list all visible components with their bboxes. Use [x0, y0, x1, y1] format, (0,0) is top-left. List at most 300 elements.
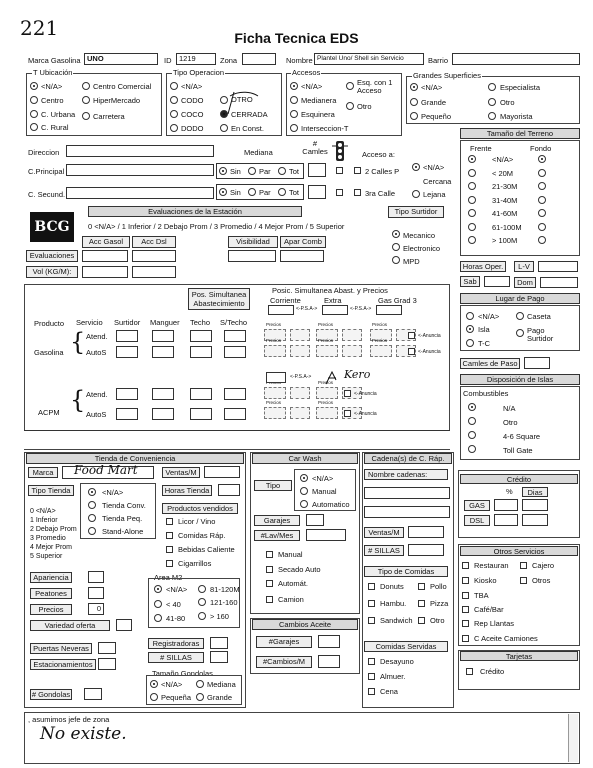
anuncia-label: <-Anuncia	[418, 349, 441, 355]
zona-field[interactable]	[242, 53, 276, 65]
accesos-radio-interseccion[interactable]	[290, 124, 298, 132]
frente-radio[interactable]	[468, 236, 476, 244]
superficies-radio-pequeno[interactable]	[410, 112, 418, 120]
price-field[interactable]	[316, 387, 338, 399]
fondo-radio[interactable]	[538, 155, 546, 163]
product-cell-field[interactable]	[116, 330, 138, 342]
tienda-marca-handwriting: Food Mart	[74, 463, 138, 477]
product-cell-field[interactable]	[116, 408, 138, 420]
prod-vendido-check[interactable]	[166, 532, 173, 539]
surtidor-mecanico-radio[interactable]	[392, 230, 400, 238]
area-81-radio[interactable]	[198, 585, 206, 593]
precios-caption: Precios	[266, 338, 282, 343]
price-field[interactable]	[264, 387, 286, 399]
corriente-label: Corriente	[270, 296, 301, 305]
frente-radio[interactable]	[468, 196, 476, 204]
cadena-sillas-button[interactable]: # SILLAS	[364, 545, 404, 556]
acc-gasol-field[interactable]	[82, 250, 128, 262]
comidas-servidas-button[interactable]: Comidas Servidas	[364, 641, 448, 652]
operacion-opt-label: DODO	[181, 124, 204, 133]
credito-header: Crédito	[460, 474, 578, 484]
superficies-opt-label: Especialista	[500, 83, 541, 92]
registradoras-button[interactable]: Registradoras	[148, 638, 204, 649]
product-cell-field[interactable]	[190, 346, 212, 358]
price-field[interactable]	[342, 345, 362, 357]
islas-square-radio[interactable]	[468, 431, 476, 439]
marca-field[interactable]: UNO	[84, 53, 158, 65]
fondo-radio[interactable]	[538, 182, 546, 190]
precios-caption: Precios	[372, 338, 388, 343]
ubicacion-radio-centro[interactable]	[30, 96, 38, 104]
anuncia-check[interactable]	[408, 332, 415, 339]
product-cell-field[interactable]	[224, 346, 246, 358]
carwash-camion-check[interactable]	[266, 596, 273, 603]
operacion-radio-coco[interactable]	[170, 110, 178, 118]
variedad-field[interactable]	[116, 619, 132, 631]
cafe-check[interactable]	[462, 606, 469, 613]
ubicacion-radio-carretera[interactable]	[82, 112, 90, 120]
ubicacion-radio-rural[interactable]	[30, 123, 38, 131]
principal-tot-radio[interactable]	[278, 167, 286, 175]
islas-otro-radio[interactable]	[468, 417, 476, 425]
gondolas-pequena-radio[interactable]	[150, 693, 158, 701]
carwash-automat-check[interactable]	[266, 580, 273, 587]
frente-radio[interactable]	[468, 169, 476, 177]
horas-tienda-field[interactable]	[218, 484, 240, 496]
product-cell-field[interactable]	[224, 388, 246, 400]
sab-button[interactable]: Sab	[460, 276, 480, 287]
camles-label: # Camles	[302, 139, 328, 156]
operacion-radio-na[interactable]	[170, 82, 178, 90]
carwash-garajes-field[interactable]	[306, 514, 324, 526]
principal-field[interactable]	[66, 164, 214, 176]
camles-paso-field[interactable]	[524, 357, 550, 369]
product-cell-field[interactable]	[152, 330, 174, 342]
terreno-opt-label: 61-100M	[492, 222, 522, 232]
psa-label: <-P.S.A->	[290, 374, 312, 380]
anuncia-check[interactable]	[344, 410, 351, 417]
prod-vendido-label: Bebidas Caliente	[178, 545, 235, 554]
cambios-m-button[interactable]: #Cambios/M	[256, 656, 312, 668]
variedad-button[interactable]: Variedad oferta	[30, 620, 110, 631]
pago-tc-radio[interactable]	[466, 339, 474, 347]
gondola-opt: Grande	[207, 693, 233, 702]
pos-simultanea-button[interactable]: Pos. Simultanea Abastecimiento	[188, 288, 250, 310]
principal-label: C.Principal	[28, 167, 65, 176]
operacion-opt-label: En Const.	[231, 124, 264, 133]
tipo-comidas-button[interactable]: Tipo de Comidas	[364, 566, 448, 577]
ubicacion-radio-cc[interactable]	[82, 82, 90, 90]
acc-dsl-field[interactable]	[132, 250, 176, 262]
tipo-tienda-conv-radio[interactable]	[88, 501, 96, 509]
calles2-label: 2 Calles P	[365, 167, 400, 176]
ubicacion-radio-hiper[interactable]	[82, 96, 90, 104]
islas-toll-radio[interactable]	[468, 445, 476, 453]
accesos-radio-medianera[interactable]	[290, 96, 298, 104]
principal-sin-radio[interactable]	[219, 167, 227, 175]
area-160-radio[interactable]	[198, 612, 206, 620]
product-cell-field[interactable]	[224, 330, 246, 342]
price-field[interactable]	[316, 407, 338, 419]
tipo-tienda-na-radio[interactable]	[88, 488, 96, 496]
calle3-check[interactable]	[354, 189, 361, 196]
acpm-psa-field[interactable]	[266, 372, 286, 383]
tipo-tienda-button[interactable]: Tipo Tienda	[28, 485, 74, 496]
product-cell-field[interactable]	[190, 408, 212, 420]
pago-opt-label: Isla	[478, 325, 490, 334]
lav-mes-field[interactable]	[306, 529, 346, 541]
product-cell-field[interactable]	[224, 408, 246, 420]
fondo-label: Fondo	[530, 144, 552, 153]
operacion-opt-label: CODO	[181, 96, 204, 105]
superficies-radio-grande[interactable]	[410, 98, 418, 106]
extra-field[interactable]	[322, 305, 348, 315]
escala-item: 4 Mejor Prom	[30, 544, 73, 551]
direccion-field[interactable]	[66, 145, 214, 157]
product-cell-field[interactable]	[116, 346, 138, 358]
apar-comb-field[interactable]	[280, 250, 324, 262]
carwash-manual-check[interactable]	[266, 551, 273, 558]
area-opt: > 160	[210, 612, 229, 621]
anuncia-check[interactable]	[408, 348, 415, 355]
price-field[interactable]	[264, 407, 286, 419]
ubicacion-opt-label: HiperMercado	[93, 96, 141, 105]
peatones-button[interactable]: Peatones	[30, 588, 72, 599]
fondo-radio[interactable]	[538, 223, 546, 231]
llantas-check[interactable]	[462, 620, 469, 627]
traffic-light-icon	[332, 140, 348, 164]
product-cell-field[interactable]	[190, 388, 212, 400]
cambios-garajes-field[interactable]	[318, 635, 340, 648]
pago-header: Lugar de Pago	[460, 293, 580, 304]
tienda-sillas-button[interactable]: # SILLAS	[148, 652, 204, 663]
visibilidad-button[interactable]: Visibilidad	[228, 236, 278, 248]
secundaria-sin-radio[interactable]	[219, 188, 227, 196]
price-field[interactable]	[290, 387, 310, 399]
superficies-radio-mayorista[interactable]	[488, 112, 496, 120]
tba-check[interactable]	[462, 592, 469, 599]
restauran-check[interactable]	[462, 562, 469, 569]
gondolas-grande-radio[interactable]	[196, 693, 204, 701]
carwash-tipo-button[interactable]: Tipo	[254, 480, 292, 491]
peatones-field[interactable]	[88, 587, 104, 599]
tipo-tienda-peq-radio[interactable]	[88, 514, 96, 522]
carwash-secado-check[interactable]	[266, 566, 273, 573]
lv-field[interactable]	[538, 261, 578, 272]
area-40-radio[interactable]	[154, 600, 162, 608]
credito-gas-pct-field[interactable]	[494, 499, 518, 511]
marca-label: Marca Gasolina	[28, 56, 81, 65]
puertas-field[interactable]	[98, 642, 116, 654]
cena-check[interactable]	[368, 688, 375, 695]
carwash-opt: Automatico	[312, 500, 350, 509]
cadena-sillas-field[interactable]	[408, 544, 444, 556]
pago-surtidor-radio[interactable]	[516, 329, 524, 337]
gondola-opt: Pequeña	[161, 693, 192, 702]
gondolas-field[interactable]	[84, 688, 102, 700]
otros-item: Otros	[532, 576, 551, 585]
credito-gas-button[interactable]: GAS	[464, 500, 490, 511]
cadena-name-field-2[interactable]	[364, 506, 450, 518]
apar-comb-button[interactable]: Apar Comb	[280, 236, 326, 248]
product-cell-field[interactable]	[116, 388, 138, 400]
secundaria-tot-radio[interactable]	[278, 188, 286, 196]
notes-label: , asumimos jefe de zona	[28, 715, 110, 724]
hambu-check[interactable]	[368, 600, 375, 607]
ubicacion-opt-label: Centro	[41, 96, 64, 105]
otros-item: Rep Llantas	[474, 619, 515, 628]
camles-paso-button[interactable]: Camles de Paso	[460, 358, 520, 369]
tienda-ventas-field[interactable]	[204, 466, 240, 478]
surtidor-opt-label: MPD	[403, 257, 420, 266]
tipo-surtidor-button[interactable]: Tipo Surtidor	[388, 206, 444, 218]
carwash-manual-radio[interactable]	[300, 487, 308, 495]
price-field[interactable]	[290, 329, 310, 341]
operacion-radio-codo[interactable]	[170, 96, 178, 104]
secundaria-semaforo-check[interactable]	[336, 189, 343, 196]
donuts-check[interactable]	[368, 583, 375, 590]
gondolas-na-radio[interactable]	[150, 680, 158, 688]
area-na-radio[interactable]	[154, 585, 162, 593]
gondolas-title: Tamaño Gondolas	[152, 669, 213, 678]
precios-caption: Precios	[318, 380, 334, 385]
price-field[interactable]	[370, 345, 392, 357]
price-field[interactable]	[342, 329, 362, 341]
principal-par-radio[interactable]	[248, 167, 256, 175]
superficies-radio-na[interactable]	[410, 83, 418, 91]
product-cell-field[interactable]	[190, 330, 212, 342]
desayuno-check[interactable]	[368, 658, 375, 665]
precios-caption: Precios	[266, 400, 282, 405]
cadena-name-field-1[interactable]	[364, 487, 450, 499]
estacionamientos-field[interactable]	[98, 658, 116, 670]
surtidor-mpd-radio[interactable]	[392, 256, 400, 264]
psa-label: <-P.S.A->	[350, 306, 372, 312]
fondo-radio[interactable]	[538, 209, 546, 217]
price-field[interactable]	[290, 345, 310, 357]
price-field[interactable]	[264, 345, 286, 357]
gondolas-mediana-radio[interactable]	[196, 680, 204, 688]
gas3-field[interactable]	[376, 305, 402, 315]
otros-item: Café/Bar	[474, 605, 504, 614]
dom-field[interactable]	[540, 277, 578, 288]
puertas-button[interactable]: Puertas Neveras	[30, 643, 92, 654]
visibilidad-field[interactable]	[228, 250, 276, 262]
id-label: ID	[164, 56, 172, 65]
kiosko-check[interactable]	[462, 577, 469, 584]
carwash-na-radio[interactable]	[300, 474, 308, 482]
secundaria-field[interactable]	[66, 187, 214, 199]
product-cell-field[interactable]	[152, 346, 174, 358]
pago-na-radio[interactable]	[466, 312, 474, 320]
frente-radio[interactable]	[468, 155, 476, 163]
area-41-radio[interactable]	[154, 614, 162, 622]
lejana-radio[interactable]	[412, 190, 420, 198]
area-opt: 121-160	[210, 598, 238, 607]
superficies-opt-label: Mayorista	[500, 112, 533, 121]
horas-tienda-button[interactable]: Horas Tienda	[162, 485, 212, 496]
superficies-radio-otro[interactable]	[488, 98, 496, 106]
productos-vendidos-button[interactable]: Productos vendidos	[162, 503, 238, 514]
barrio-field[interactable]	[452, 53, 580, 65]
accesos-radio-otro[interactable]	[346, 102, 354, 110]
lav-mes-button[interactable]: #Lav/Mes	[254, 530, 300, 541]
par-label: Par	[259, 188, 271, 197]
corriente-field[interactable]	[268, 305, 294, 315]
comida-opt: Pizza	[430, 599, 449, 608]
operacion-radio-const[interactable]	[220, 124, 228, 132]
terreno-opt-label: 41-60M	[492, 209, 518, 218]
sin-label: Sin	[230, 167, 241, 176]
pago-isla-radio[interactable]	[466, 325, 474, 333]
otro-comida-check[interactable]	[418, 617, 425, 624]
prod-vendido-check[interactable]	[166, 546, 173, 553]
tienda-ventas-button[interactable]: Ventas/M	[162, 467, 200, 478]
cajero-check[interactable]	[520, 562, 527, 569]
gondolas-button[interactable]: # Gondolas	[31, 690, 71, 699]
tipo-tienda-opt: <N/A>	[102, 488, 124, 497]
anuncia-label: <-Anuncia	[354, 391, 377, 397]
otros-header: Otros Servicios	[460, 546, 578, 556]
horas-oper-button[interactable]: Horas Oper.	[460, 261, 506, 272]
area-opt: 81-120M	[210, 585, 240, 594]
terreno-opt-label: <N/A>	[492, 155, 514, 164]
superficies-opt-label: Otro	[500, 98, 515, 107]
comida-opt: Sandwich	[380, 616, 413, 625]
accesos-radio-na[interactable]	[290, 82, 298, 90]
price-field[interactable]	[316, 345, 338, 357]
carwash-item: Automát.	[278, 579, 309, 588]
aceite-camiones-check[interactable]	[462, 635, 469, 642]
carwash-garajes-button[interactable]: Garajes	[254, 515, 300, 526]
vol-button[interactable]: Vol (KG/M):	[26, 266, 78, 278]
estacionamientos-button[interactable]: Estacionamientos	[30, 659, 96, 670]
registradoras-field[interactable]	[210, 637, 228, 649]
dias-col: Dias	[522, 487, 548, 497]
tienda-marca-button[interactable]: Marca	[28, 467, 58, 478]
terreno-opt-label: 21-30M	[492, 182, 518, 191]
techo-col: Techo	[190, 318, 211, 327]
carwash-item: Manual	[278, 550, 303, 559]
acc-dsl-button[interactable]: Acc Dsl	[132, 236, 176, 248]
frente-radio[interactable]	[468, 182, 476, 190]
islas-na-radio[interactable]	[468, 403, 476, 411]
fondo-radio[interactable]	[538, 169, 546, 177]
vol-gasol-field[interactable]	[82, 266, 128, 278]
lv-button[interactable]: L-V	[514, 261, 534, 272]
apariencia-button[interactable]: Apariencia	[30, 572, 72, 583]
producto-col: Producto	[34, 319, 65, 328]
operacion-radio-dodo[interactable]	[170, 124, 178, 132]
credito-dsl-dias-field[interactable]	[522, 514, 548, 526]
precios-field[interactable]: 0	[88, 603, 104, 615]
cambios-m-field[interactable]	[318, 655, 340, 668]
calles2-check[interactable]	[354, 167, 361, 174]
frente-radio[interactable]	[468, 223, 476, 231]
acceso-label: Acceso a:	[362, 150, 395, 159]
ubicacion-opt-label: C. Urbana	[41, 110, 76, 119]
cadena-ventas-field[interactable]	[408, 526, 444, 538]
acceso-na-radio[interactable]	[412, 163, 420, 171]
nombre-cadenas-button[interactable]: Nombre cadenas:	[364, 469, 448, 480]
area-121-radio[interactable]	[198, 598, 206, 606]
dom-button[interactable]: Dom	[514, 277, 536, 288]
comida-opt: Hambu.	[380, 599, 407, 608]
ubicacion-radio-urbana[interactable]	[30, 110, 38, 118]
fondo-radio[interactable]	[538, 236, 546, 244]
anuncia-check[interactable]	[344, 390, 351, 397]
ubicacion-radio-na[interactable]	[30, 82, 38, 90]
prod-vendido-check[interactable]	[166, 518, 173, 525]
evaluaciones-button[interactable]: Evaluaciones	[26, 250, 78, 262]
prod-vendido-check[interactable]	[166, 560, 173, 567]
servicio-atend-label: Atend.	[86, 332, 108, 341]
cadena-ventas-button[interactable]: Ventas/M	[364, 527, 404, 538]
superficies-radio-especialista[interactable]	[488, 83, 496, 91]
sab-field[interactable]	[484, 276, 510, 287]
acc-gasol-button[interactable]: Acc Gasol	[82, 236, 130, 248]
precios-caption: Precios	[318, 400, 334, 405]
nombre-field[interactable]: Plantel Uno/ Shell sin Servicio	[314, 53, 424, 65]
secundaria-camles-field[interactable]	[308, 185, 326, 199]
surtidor-electronico-radio[interactable]	[392, 243, 400, 251]
pollo-check[interactable]	[418, 583, 425, 590]
tipo-tienda-stand-radio[interactable]	[88, 527, 96, 535]
pago-caseta-radio[interactable]	[516, 312, 524, 320]
servicio-atend-label: Atend.	[86, 390, 108, 399]
extra-label: Extra	[324, 296, 342, 305]
carwash-auto-radio[interactable]	[300, 500, 308, 508]
notes-scrollbar[interactable]	[568, 714, 578, 762]
area-label: Area M2	[154, 573, 183, 582]
escala-item: 5 Superior	[30, 553, 63, 560]
principal-semaforo-check[interactable]	[336, 167, 343, 174]
cambios-garajes-button[interactable]: #Garajes	[256, 636, 312, 648]
almuer-check[interactable]	[368, 673, 375, 680]
apariencia-field[interactable]	[88, 571, 104, 583]
precios-caption: Precios	[372, 322, 388, 327]
comida-opt: Donuts	[380, 582, 404, 591]
tarjeta-credito-check[interactable]	[466, 668, 473, 675]
frente-radio[interactable]	[468, 209, 476, 217]
tipo-tienda-opt: Tienda Peq.	[102, 514, 143, 523]
id-field[interactable]: 1219	[176, 53, 216, 65]
otros-check[interactable]	[520, 577, 527, 584]
credito-gas-dias-field[interactable]	[522, 499, 548, 511]
tienda-sillas-field[interactable]	[210, 651, 228, 663]
principal-camles-field[interactable]	[308, 163, 326, 177]
accesos-radio-esq[interactable]	[346, 82, 354, 90]
secundaria-par-radio[interactable]	[248, 188, 256, 196]
tot-label: Tot	[289, 188, 300, 197]
eval-scale: 0 <N/A> / 1 Inferior / 2 Debajo Prom / 3 Promedio / 4 Mejor Prom / 5 Superior	[88, 222, 345, 231]
price-field[interactable]	[290, 407, 310, 419]
frente-label: Frente	[470, 144, 492, 153]
calle3-label: 3ra Calle	[365, 189, 396, 198]
credito-dsl-button[interactable]: DSL	[464, 515, 490, 526]
product-cell-field[interactable]	[152, 408, 174, 420]
fondo-radio[interactable]	[538, 196, 546, 204]
precios-button[interactable]: Precios	[30, 604, 72, 615]
pago-opt-label: Caseta	[527, 312, 551, 321]
barrio-label: Barrio	[428, 56, 449, 65]
product-cell-field[interactable]	[152, 388, 174, 400]
vol-dsl-field[interactable]	[132, 266, 176, 278]
sandwich-check[interactable]	[368, 617, 375, 624]
pizza-check[interactable]	[418, 600, 425, 607]
credito-dsl-pct-field[interactable]	[494, 514, 518, 526]
accesos-radio-esquinera[interactable]	[290, 110, 298, 118]
